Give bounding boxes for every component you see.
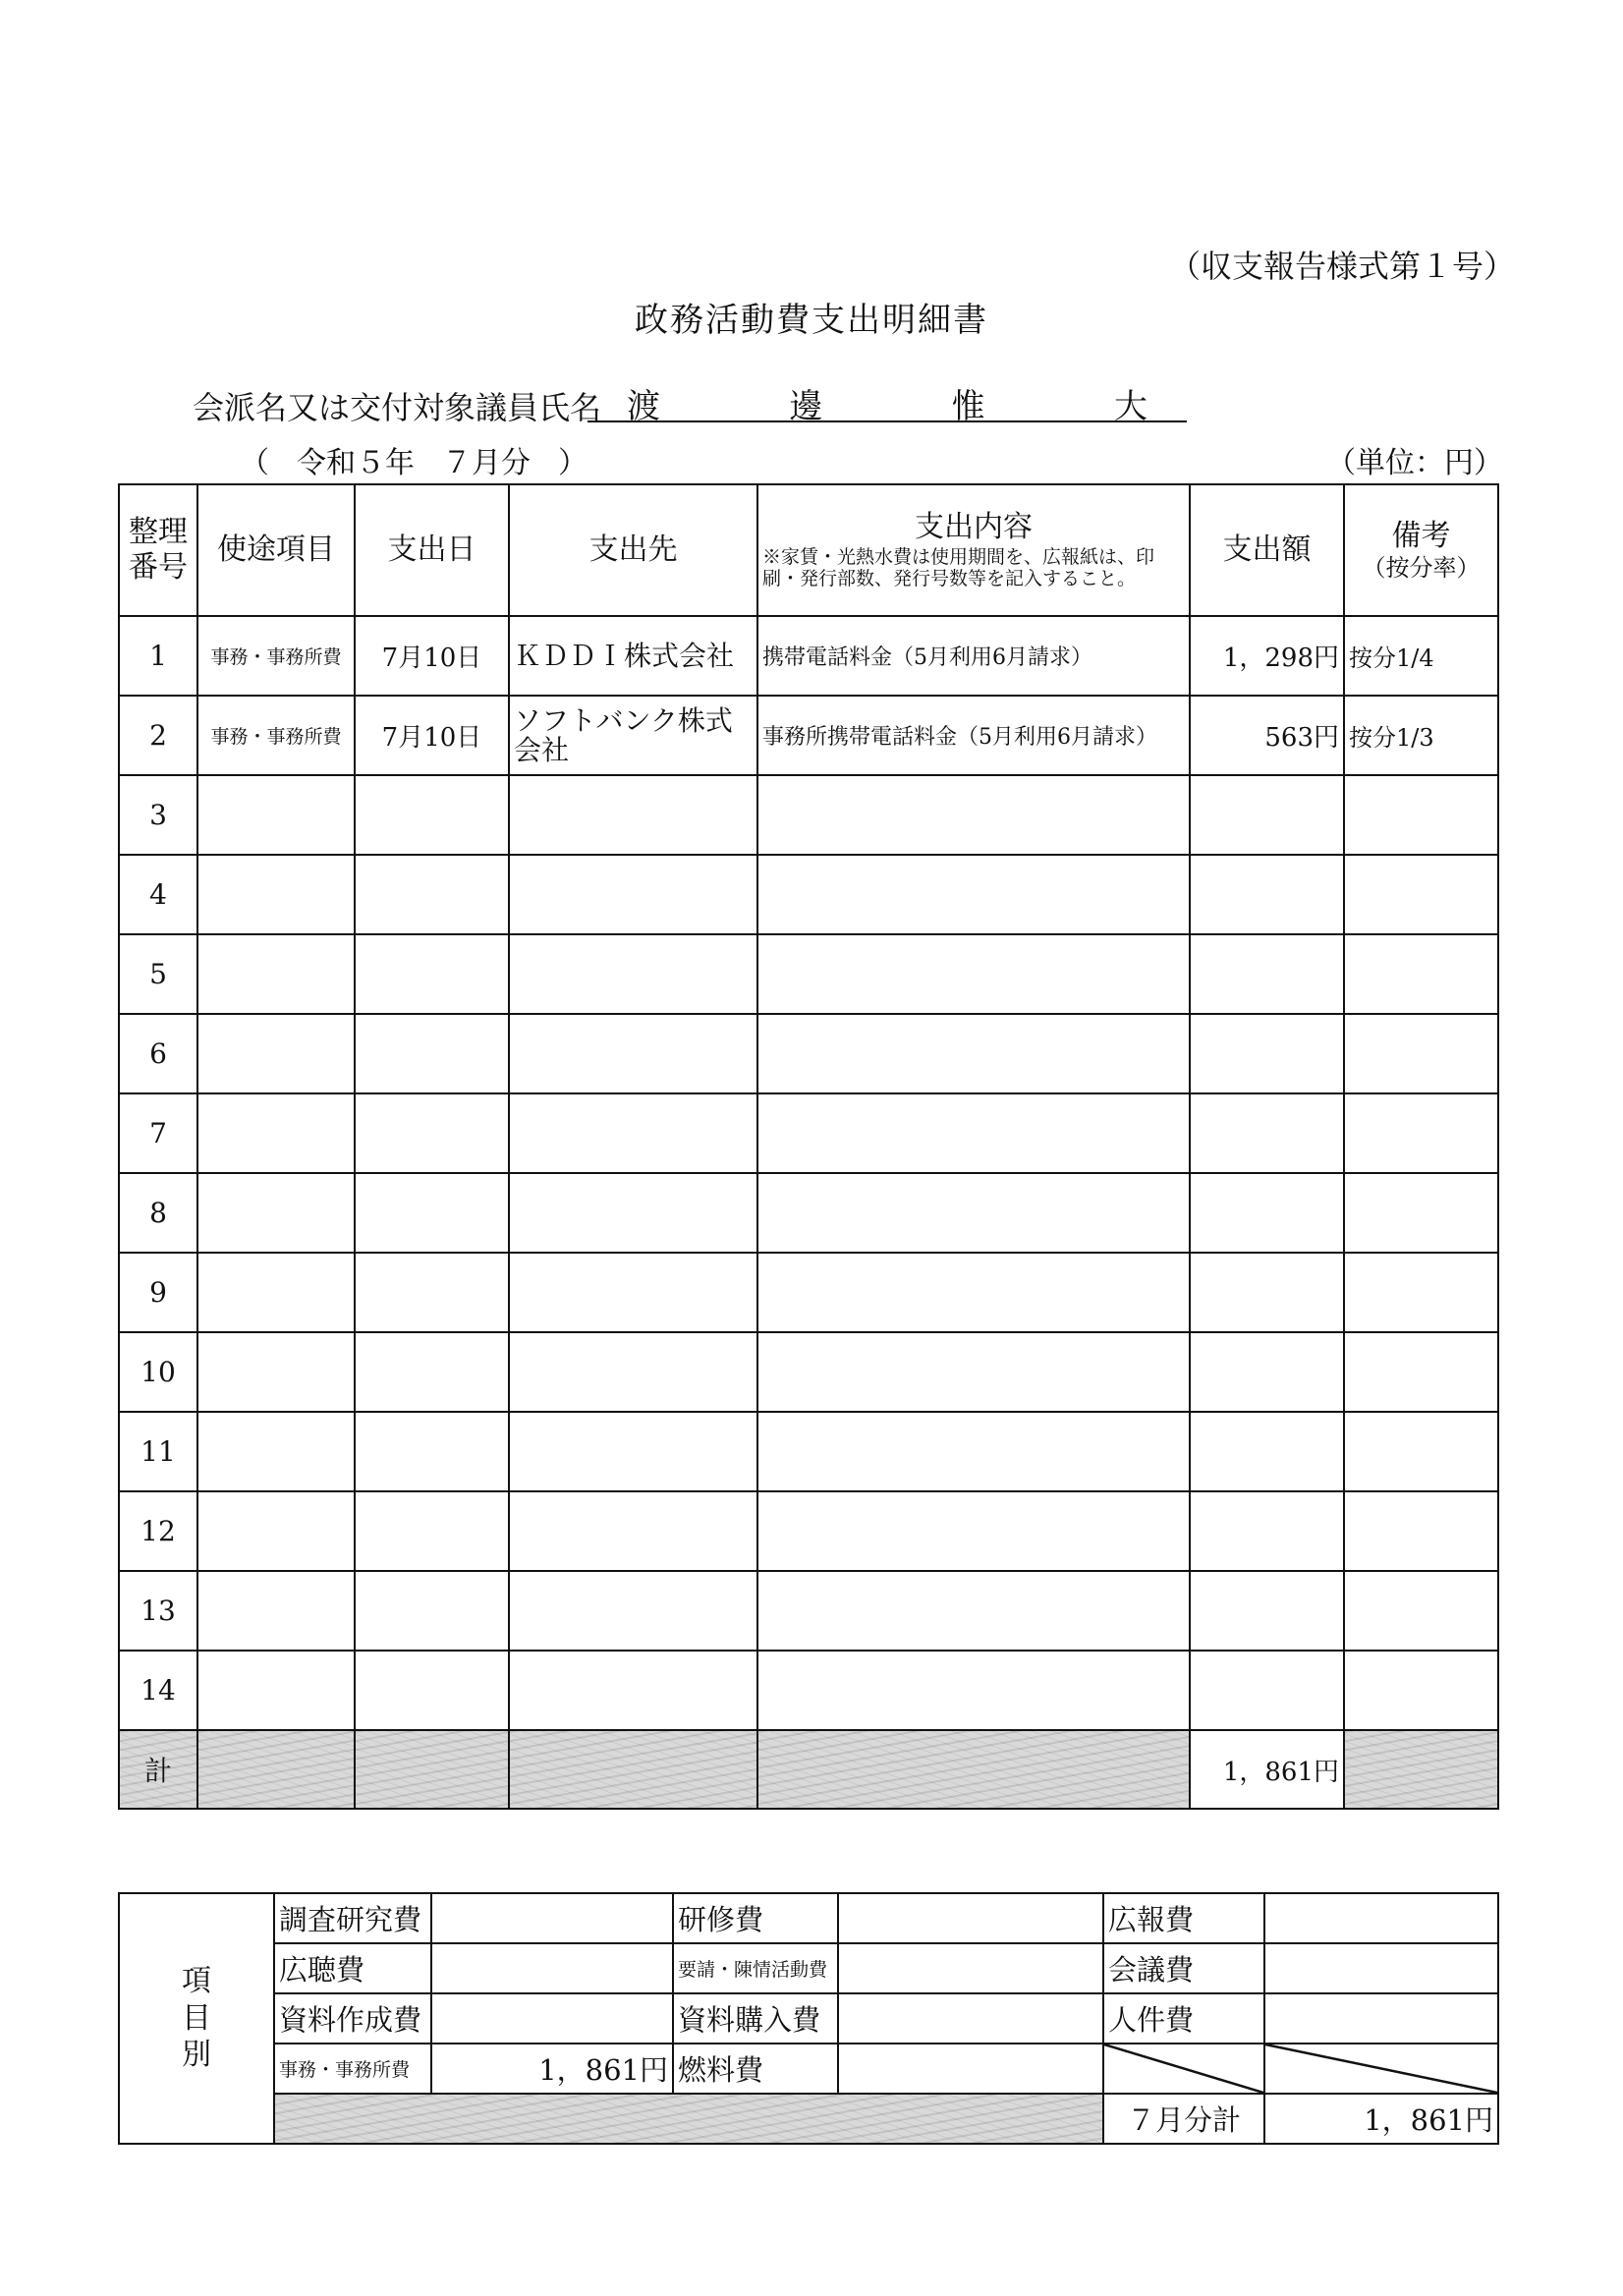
- payee-cell: [509, 775, 757, 855]
- total-amount: 1，861円: [1190, 1730, 1344, 1809]
- category-value: [1264, 1893, 1498, 1943]
- content-cell: [757, 1014, 1190, 1093]
- payee-cell: [509, 1093, 757, 1173]
- payee-cell: [509, 1332, 757, 1412]
- purpose-cell: 事務・事務所費: [197, 616, 355, 696]
- amount-cell: [1190, 934, 1344, 1014]
- amount-cell: 563円: [1190, 696, 1344, 775]
- ledger-header-row: [119, 484, 1498, 616]
- crossed-out-cell: [1103, 2044, 1264, 2094]
- summary-row: [119, 1943, 1498, 1993]
- ledger-row: [119, 775, 1498, 855]
- date-cell: [355, 1412, 509, 1491]
- amount-cell: [1190, 1651, 1344, 1730]
- category-value: [431, 1893, 673, 1943]
- total-shaded-cell: [509, 1730, 757, 1809]
- category-value: [431, 1943, 673, 1993]
- content-cell: [757, 1571, 1190, 1651]
- month-total-value: 1，861円: [1264, 2094, 1498, 2144]
- date-cell: [355, 1332, 509, 1412]
- remarks-cell: [1344, 1412, 1498, 1491]
- remarks-cell: [1344, 1651, 1498, 1730]
- ledger-row: [119, 934, 1498, 1014]
- category-value: [431, 1993, 673, 2044]
- remarks-cell: 按分1/4: [1344, 616, 1498, 696]
- category-label: 調査研究費: [274, 1893, 431, 1943]
- category-summary-table: [118, 1892, 1499, 2145]
- category-label: 広報費: [1103, 1893, 1264, 1943]
- summary-total-row: [119, 2094, 1498, 2144]
- summary-row: [119, 1993, 1498, 2044]
- date-cell: [355, 775, 509, 855]
- remarks-cell: [1344, 934, 1498, 1014]
- purpose-cell: [197, 1491, 355, 1571]
- purpose-cell: [197, 1651, 355, 1730]
- amount-cell: [1190, 1412, 1344, 1491]
- payee-cell: ＫＤＤＩ株式会社: [509, 616, 757, 696]
- purpose-cell: [197, 1093, 355, 1173]
- member-name-label: 会派名又は交付対象議員氏名: [193, 389, 602, 426]
- ledger-row: [119, 1491, 1498, 1571]
- purpose-cell: [197, 1332, 355, 1412]
- category-label: 研修費: [673, 1893, 838, 1943]
- content-cell: [757, 1651, 1190, 1730]
- content-cell: [757, 1332, 1190, 1412]
- payee-cell: [509, 1412, 757, 1491]
- amount-cell: [1190, 1571, 1344, 1651]
- payee-cell: [509, 1014, 757, 1093]
- payee-cell: [509, 1491, 757, 1571]
- row-number: 4: [119, 855, 197, 934]
- remarks-cell: [1344, 1173, 1498, 1253]
- amount-cell: [1190, 1173, 1344, 1253]
- purpose-cell: [197, 1014, 355, 1093]
- header-content-note: ※家賃・光熱水費は使用期間を、広報紙は、印刷・発行部数、発行号数等を記入すること。: [762, 546, 1155, 589]
- remarks-cell: [1344, 1253, 1498, 1332]
- ledger-row: [119, 1253, 1498, 1332]
- row-number: 8: [119, 1173, 197, 1253]
- summary-row: [119, 1893, 1498, 1943]
- content-cell: [757, 1491, 1190, 1571]
- category-value: [838, 1943, 1103, 1993]
- document-title: 政務活動費支出明細書: [635, 301, 988, 340]
- row-number: 1: [119, 616, 197, 696]
- purpose-cell: [197, 855, 355, 934]
- content-cell: 携帯電話料金（5月利用6月請求）: [757, 616, 1190, 696]
- purpose-cell: 事務・事務所費: [197, 696, 355, 775]
- payee-cell: [509, 934, 757, 1014]
- remarks-cell: [1344, 1491, 1498, 1571]
- header-date: 支出日: [355, 484, 509, 616]
- row-number: 6: [119, 1014, 197, 1093]
- purpose-cell: [197, 934, 355, 1014]
- amount-cell: [1190, 1253, 1344, 1332]
- member-name: [588, 379, 1187, 426]
- header-no: 整理 番号: [119, 484, 197, 616]
- ledger-row: [119, 855, 1498, 934]
- row-number: 12: [119, 1491, 197, 1571]
- date-cell: [355, 1253, 509, 1332]
- total-shaded-cell: [197, 1730, 355, 1809]
- category-label: 会議費: [1103, 1943, 1264, 1993]
- expense-ledger-table: [118, 483, 1499, 1810]
- row-number: 13: [119, 1571, 197, 1651]
- category-label: 要請・陳情活動費: [673, 1943, 838, 1993]
- content-cell: [757, 855, 1190, 934]
- category-value: [1264, 1943, 1498, 1993]
- amount-cell: [1190, 775, 1344, 855]
- row-number: 10: [119, 1332, 197, 1412]
- category-label: 燃料費: [673, 2044, 838, 2094]
- member-name-char: 渡: [627, 387, 660, 426]
- date-cell: [355, 1093, 509, 1173]
- date-cell: [355, 1571, 509, 1651]
- row-number: 5: [119, 934, 197, 1014]
- purpose-cell: [197, 1173, 355, 1253]
- content-cell: [757, 1093, 1190, 1173]
- date-cell: [355, 1014, 509, 1093]
- date-cell: [355, 855, 509, 934]
- category-label: 人件費: [1103, 1993, 1264, 2044]
- remarks-cell: [1344, 1332, 1498, 1412]
- member-name-char: 邊: [789, 387, 823, 426]
- category-value: 1，861円: [431, 2044, 673, 2094]
- content-cell: [757, 1173, 1190, 1253]
- purpose-cell: [197, 1412, 355, 1491]
- ledger-row: [119, 1651, 1498, 1730]
- ledger-row: [119, 1332, 1498, 1412]
- remarks-cell: 按分1/3: [1344, 696, 1498, 775]
- total-label: 計: [119, 1730, 197, 1809]
- date-cell: [355, 1491, 509, 1571]
- category-label: 資料購入費: [673, 1993, 838, 2044]
- amount-cell: [1190, 1491, 1344, 1571]
- category-value: [838, 1893, 1103, 1943]
- date-cell: 7月10日: [355, 696, 509, 775]
- header-amount: 支出額: [1190, 484, 1344, 616]
- member-name-char: 惟: [951, 387, 985, 426]
- content-cell: [757, 775, 1190, 855]
- category-value: [1264, 1993, 1498, 2044]
- row-number: 9: [119, 1253, 197, 1332]
- period: [226, 438, 601, 481]
- summary-row: [119, 2044, 1498, 2094]
- ledger-row: [119, 1093, 1498, 1173]
- amount-cell: 1，298円: [1190, 616, 1344, 696]
- header-content: [757, 484, 1190, 616]
- purpose-cell: [197, 1253, 355, 1332]
- row-number: 2: [119, 696, 197, 775]
- total-shaded-cell: [355, 1730, 509, 1809]
- period-close-paren: ）: [558, 446, 588, 480]
- header-content-title: 支出内容: [915, 510, 1033, 545]
- period-era-year: 令和５年: [297, 446, 415, 480]
- category-value: [838, 1993, 1103, 2044]
- ledger-row: [119, 616, 1498, 696]
- amount-cell: [1190, 1014, 1344, 1093]
- ledger-row: [119, 1412, 1498, 1491]
- amount-cell: [1190, 1093, 1344, 1173]
- date-cell: [355, 1651, 509, 1730]
- total-shaded-cell: [1344, 1730, 1498, 1809]
- amount-cell: [1190, 1332, 1344, 1412]
- crossed-out-cell: [1264, 2044, 1498, 2094]
- row-number: 11: [119, 1412, 197, 1491]
- form-number: （収支報告様式第１号）: [1169, 248, 1516, 285]
- category-label: 広聴費: [274, 1943, 431, 1993]
- date-cell: 7月10日: [355, 616, 509, 696]
- remarks-cell: [1344, 775, 1498, 855]
- remarks-cell: [1344, 1014, 1498, 1093]
- payee-cell: [509, 1571, 757, 1651]
- ledger-row: [119, 696, 1498, 775]
- purpose-cell: [197, 775, 355, 855]
- content-cell: [757, 1412, 1190, 1491]
- header-payee: 支出先: [509, 484, 757, 616]
- remarks-cell: [1344, 855, 1498, 934]
- ledger-row: [119, 1571, 1498, 1651]
- payee-cell: [509, 1253, 757, 1332]
- date-cell: [355, 934, 509, 1014]
- ledger-row: [119, 1014, 1498, 1093]
- category-value: [838, 2044, 1103, 2094]
- summary-shaded-cell: [274, 2094, 1103, 2144]
- row-number: 14: [119, 1651, 197, 1730]
- period-open-paren: （: [240, 446, 269, 480]
- header-remarks: 備考 （按分率）: [1344, 484, 1498, 616]
- total-shaded-cell: [757, 1730, 1190, 1809]
- period-month: ７月分: [442, 446, 531, 480]
- amount-cell: [1190, 855, 1344, 934]
- summary-side-label: 項 目 別: [119, 1893, 274, 2144]
- payee-cell: [509, 1173, 757, 1253]
- remarks-cell: [1344, 1093, 1498, 1173]
- month-total-label: ７月分計: [1103, 2094, 1264, 2144]
- ledger-total-row: [119, 1730, 1498, 1809]
- header-purpose: 使途項目: [197, 484, 355, 616]
- category-label: 資料作成費: [274, 1993, 431, 2044]
- member-name-char: 大: [1113, 387, 1147, 426]
- content-cell: [757, 934, 1190, 1014]
- category-label: 事務・事務所費: [274, 2044, 431, 2094]
- purpose-cell: [197, 1571, 355, 1651]
- payee-cell: [509, 1651, 757, 1730]
- payee-cell: [509, 855, 757, 934]
- content-cell: [757, 1253, 1190, 1332]
- content-cell: 事務所携帯電話料金（5月利用6月請求）: [757, 696, 1190, 775]
- remarks-cell: [1344, 1571, 1498, 1651]
- unit-label: （単位：円）: [1326, 446, 1503, 480]
- payee-cell: ソフトバンク株式会社: [509, 696, 757, 775]
- row-number: 7: [119, 1093, 197, 1173]
- date-cell: [355, 1173, 509, 1253]
- ledger-row: [119, 1173, 1498, 1253]
- row-number: 3: [119, 775, 197, 855]
